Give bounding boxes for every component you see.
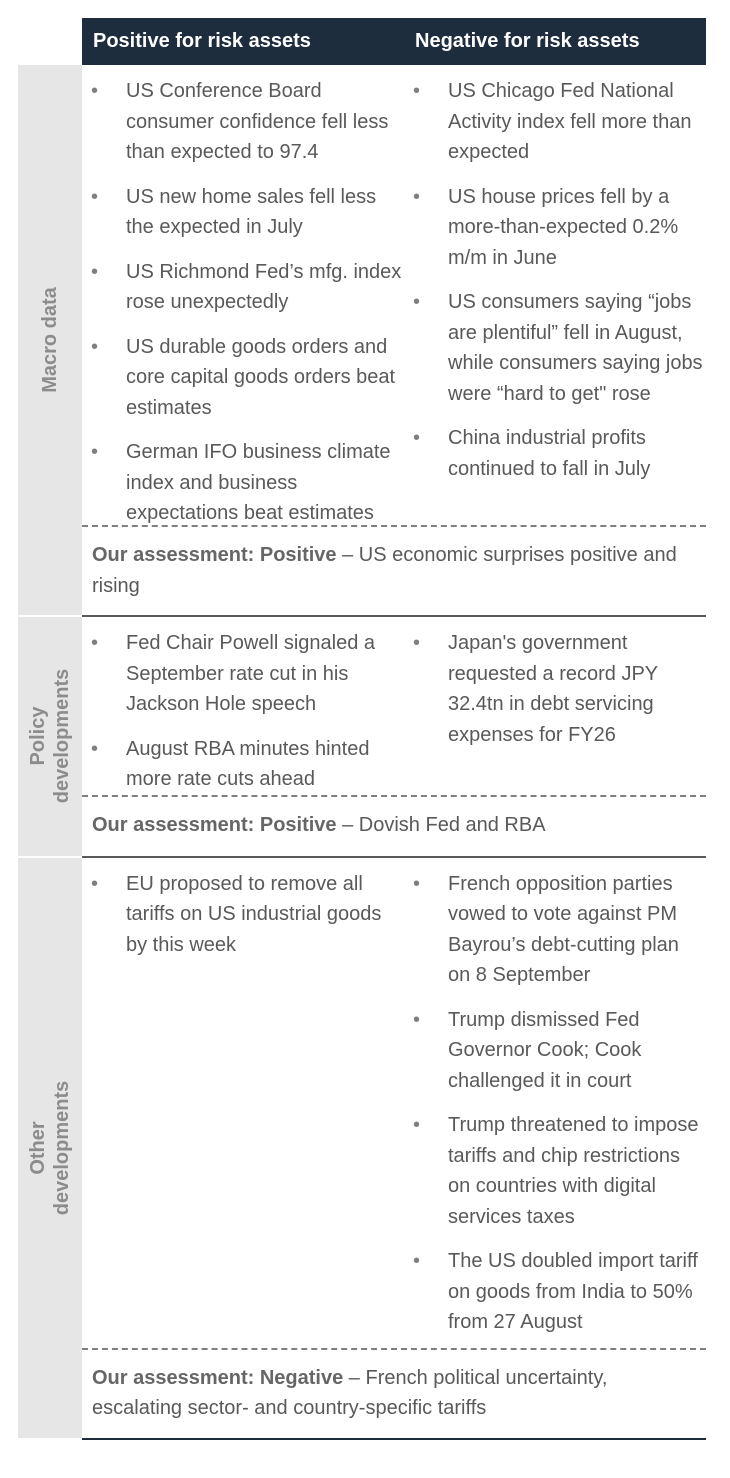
section-other xyxy=(18,858,706,1438)
list-item-text: US durable goods orders and core capital goods orders beat estimates xyxy=(126,335,396,419)
assessment-label: Our assessment: Negative xyxy=(92,1366,344,1389)
list-item xyxy=(82,76,404,168)
bullet-icon: • xyxy=(413,80,421,102)
list-item-text: US consumers saying “jobs are plentiful” fell in August, while consumers saying jobs were “hard to get" rose xyxy=(448,291,703,405)
bullet-icon: • xyxy=(91,80,99,102)
list-item-text: Trump threatened to impose tariffs and chip restrictions on countries with digital services taxes xyxy=(448,1114,699,1228)
bullet-icon: • xyxy=(413,185,421,208)
positive-list xyxy=(82,858,404,1348)
negative-list xyxy=(404,617,706,795)
section-label-cell xyxy=(18,858,82,1438)
section-content xyxy=(82,65,706,615)
section-content xyxy=(82,858,706,1438)
bullet-icon: • xyxy=(413,291,421,313)
bullet-icon: • xyxy=(91,185,99,208)
bullet-icon: • xyxy=(91,737,99,760)
bullet-icon: • xyxy=(413,1008,421,1031)
list-item xyxy=(82,182,404,243)
list-item-text: US Richmond Fed’s mfg. index rose unexpectedly xyxy=(126,260,402,313)
list-item-text: US new home sales fell less the expected in July xyxy=(126,185,377,238)
section-label-cell xyxy=(18,65,82,615)
list-item-text: Trump dismissed Fed Governor Cook; Cook challenged it in court xyxy=(448,1008,642,1092)
section-policy xyxy=(18,617,706,856)
bullet-icon: • xyxy=(91,872,99,895)
list-item-text: French opposition parties vowed to vote against PM Bayrou’s debt-cutting plan on 8 September xyxy=(448,872,679,986)
bullet-icon: • xyxy=(413,427,421,449)
section-label-cell xyxy=(18,617,82,856)
assessment-label: Our assessment: Positive xyxy=(92,814,337,836)
list-item xyxy=(82,734,404,795)
section-label: Other developments xyxy=(27,1080,73,1215)
list-item-text: Fed Chair Powell signaled a September rate cut in his Jackson Hole speech xyxy=(126,632,376,715)
list-item-text: US Conference Board consumer confidence fell less than expected to 97.4 xyxy=(126,80,389,163)
list-item xyxy=(82,332,404,424)
section-label: Policy developments xyxy=(27,669,73,804)
bullet-icon: • xyxy=(413,872,421,895)
list-item xyxy=(82,257,404,318)
header-negative: Negative for risk assets xyxy=(415,30,640,52)
assessment xyxy=(82,527,706,615)
section-label: Macro data xyxy=(39,287,61,393)
bullet-icon: • xyxy=(91,260,99,283)
negative-list xyxy=(404,858,706,1348)
list-item-text: German IFO business climate index and business expectations beat estimates xyxy=(126,441,391,524)
list-item-text: US Chicago Fed National Activity index fell more than expected xyxy=(448,80,692,163)
assessment-text: – US economic surprises positive and rising xyxy=(92,544,677,597)
list-item xyxy=(404,423,706,484)
list-item-text: August RBA minutes hinted more rate cuts ahead xyxy=(126,737,370,790)
bullet-icon: • xyxy=(91,441,99,463)
list-item xyxy=(404,76,706,168)
list-item xyxy=(404,1110,706,1232)
list-item xyxy=(82,628,404,720)
assessment xyxy=(82,1350,706,1438)
list-item xyxy=(404,1005,706,1097)
list-item xyxy=(404,1246,706,1338)
section-content xyxy=(82,617,706,856)
bullet-icon: • xyxy=(413,632,421,654)
bullet-icon: • xyxy=(91,632,99,654)
list-item xyxy=(404,182,706,274)
assessment-text: – Dovish Fed and RBA xyxy=(336,814,546,836)
risk-assessment-table xyxy=(18,18,706,1440)
list-item-text: EU proposed to remove all tariffs on US industrial goods by this week xyxy=(126,872,382,956)
assessment xyxy=(82,797,706,856)
negative-list xyxy=(404,65,706,525)
list-item-text: Japan's government requested a record JPY 32.4tn in debt servicing expenses for FY26 xyxy=(448,632,658,746)
assessment-label: Our assessment: Positive xyxy=(92,544,337,566)
bullet-icon: • xyxy=(91,335,99,358)
list-item-text: China industrial profits continued to fall in July xyxy=(448,427,651,480)
positive-list xyxy=(82,617,404,795)
section-macro xyxy=(18,65,706,615)
table-header xyxy=(82,18,706,65)
list-item-text: The US doubled import tariff on goods from India to 50% from 27 August xyxy=(448,1250,698,1333)
positive-list xyxy=(82,65,404,525)
list-item xyxy=(404,287,706,409)
bullet-icon: • xyxy=(413,1250,421,1272)
list-item-text: US house prices fell by a more-than-expected 0.2% m/m in June xyxy=(448,185,679,269)
list-item xyxy=(404,628,706,750)
list-item xyxy=(82,437,404,529)
list-item xyxy=(82,869,404,961)
header-positive: Positive for risk assets xyxy=(93,30,311,52)
bullet-icon: • xyxy=(413,1114,421,1136)
list-item xyxy=(404,869,706,991)
assessment-text: – French political uncertainty, escalating sector- and country-specific tariffs xyxy=(92,1366,608,1419)
table-bottom-rule xyxy=(82,1438,706,1440)
